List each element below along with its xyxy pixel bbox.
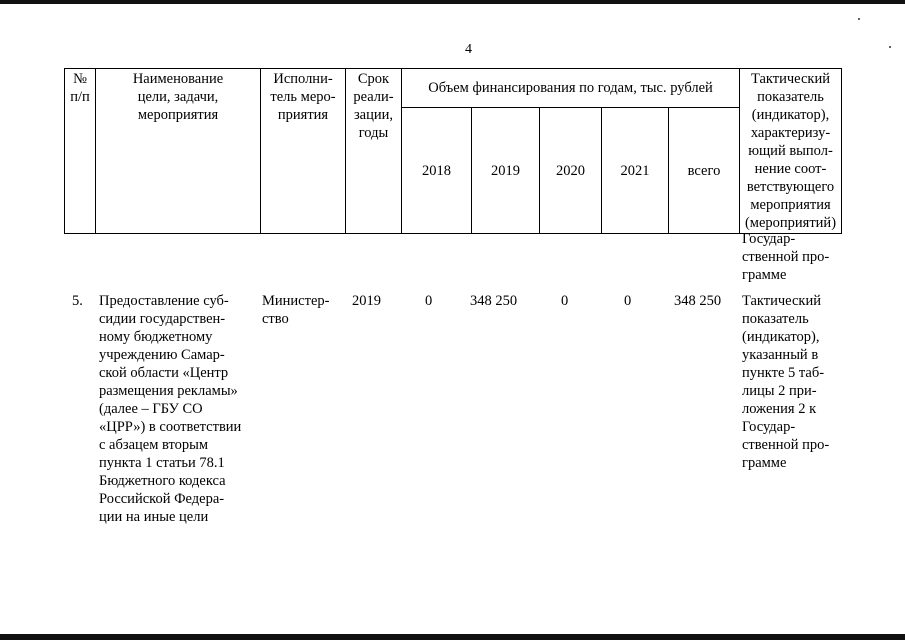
row-2019: 348 250 (470, 293, 518, 309)
row-activity-name: Предоставление суб- сидии государствен- ному бюджетному учреждению Самар- ской области «Центр размещения рекламы» (далее – ГБУ СО «ЦРР») в соответствии с абзацем вторым пункта 1 статьи 78.1 Бюджетного кодекса Российской Федера- ции на иные цели (99, 293, 242, 525)
scan-bottom-border (0, 634, 905, 640)
header-name: Наименование цели, задачи, мероприятия (96, 69, 261, 234)
header-indicator: Тактический показатель (индикатор), характеризу- ющий выпол- нение соот- ветствующего мероприятия (мероприятий) (740, 69, 842, 234)
row-term: 2019 (352, 293, 381, 309)
row-number: 5. (72, 293, 83, 309)
row-indicator: Тактический показатель (индикатор), указанный в пункте 5 таб- лицы 2 при- ложения 2 к Государ- ственной про- грамме (742, 293, 830, 471)
header-executor: Исполни- тель меро- приятия (261, 69, 346, 234)
financing-table-header (64, 68, 842, 234)
header-year-2018: 2018 (402, 108, 472, 234)
row-executor: Министер- ство (262, 293, 330, 327)
scan-top-border (0, 0, 905, 4)
header-year-2020: 2020 (540, 108, 602, 234)
header-total: всего (669, 108, 740, 234)
page-number: 4 (465, 42, 472, 57)
row-total: 348 250 (674, 293, 722, 309)
scan-speck (858, 18, 860, 20)
header-year-2021: 2021 (602, 108, 669, 234)
row-2020: 0 (561, 293, 569, 309)
header-number: № п/п (65, 69, 96, 234)
row-2021: 0 (624, 293, 632, 309)
header-year-2019: 2019 (472, 108, 540, 234)
header-term: Срок реали- зации, годы (346, 69, 402, 234)
row-2018: 0 (425, 293, 433, 309)
indicator-continuation: Государ- ственной про- грамме (742, 231, 830, 283)
header-financing: Объем финансирования по годам, тыс. рублей (402, 69, 740, 108)
scan-speck (889, 46, 891, 48)
